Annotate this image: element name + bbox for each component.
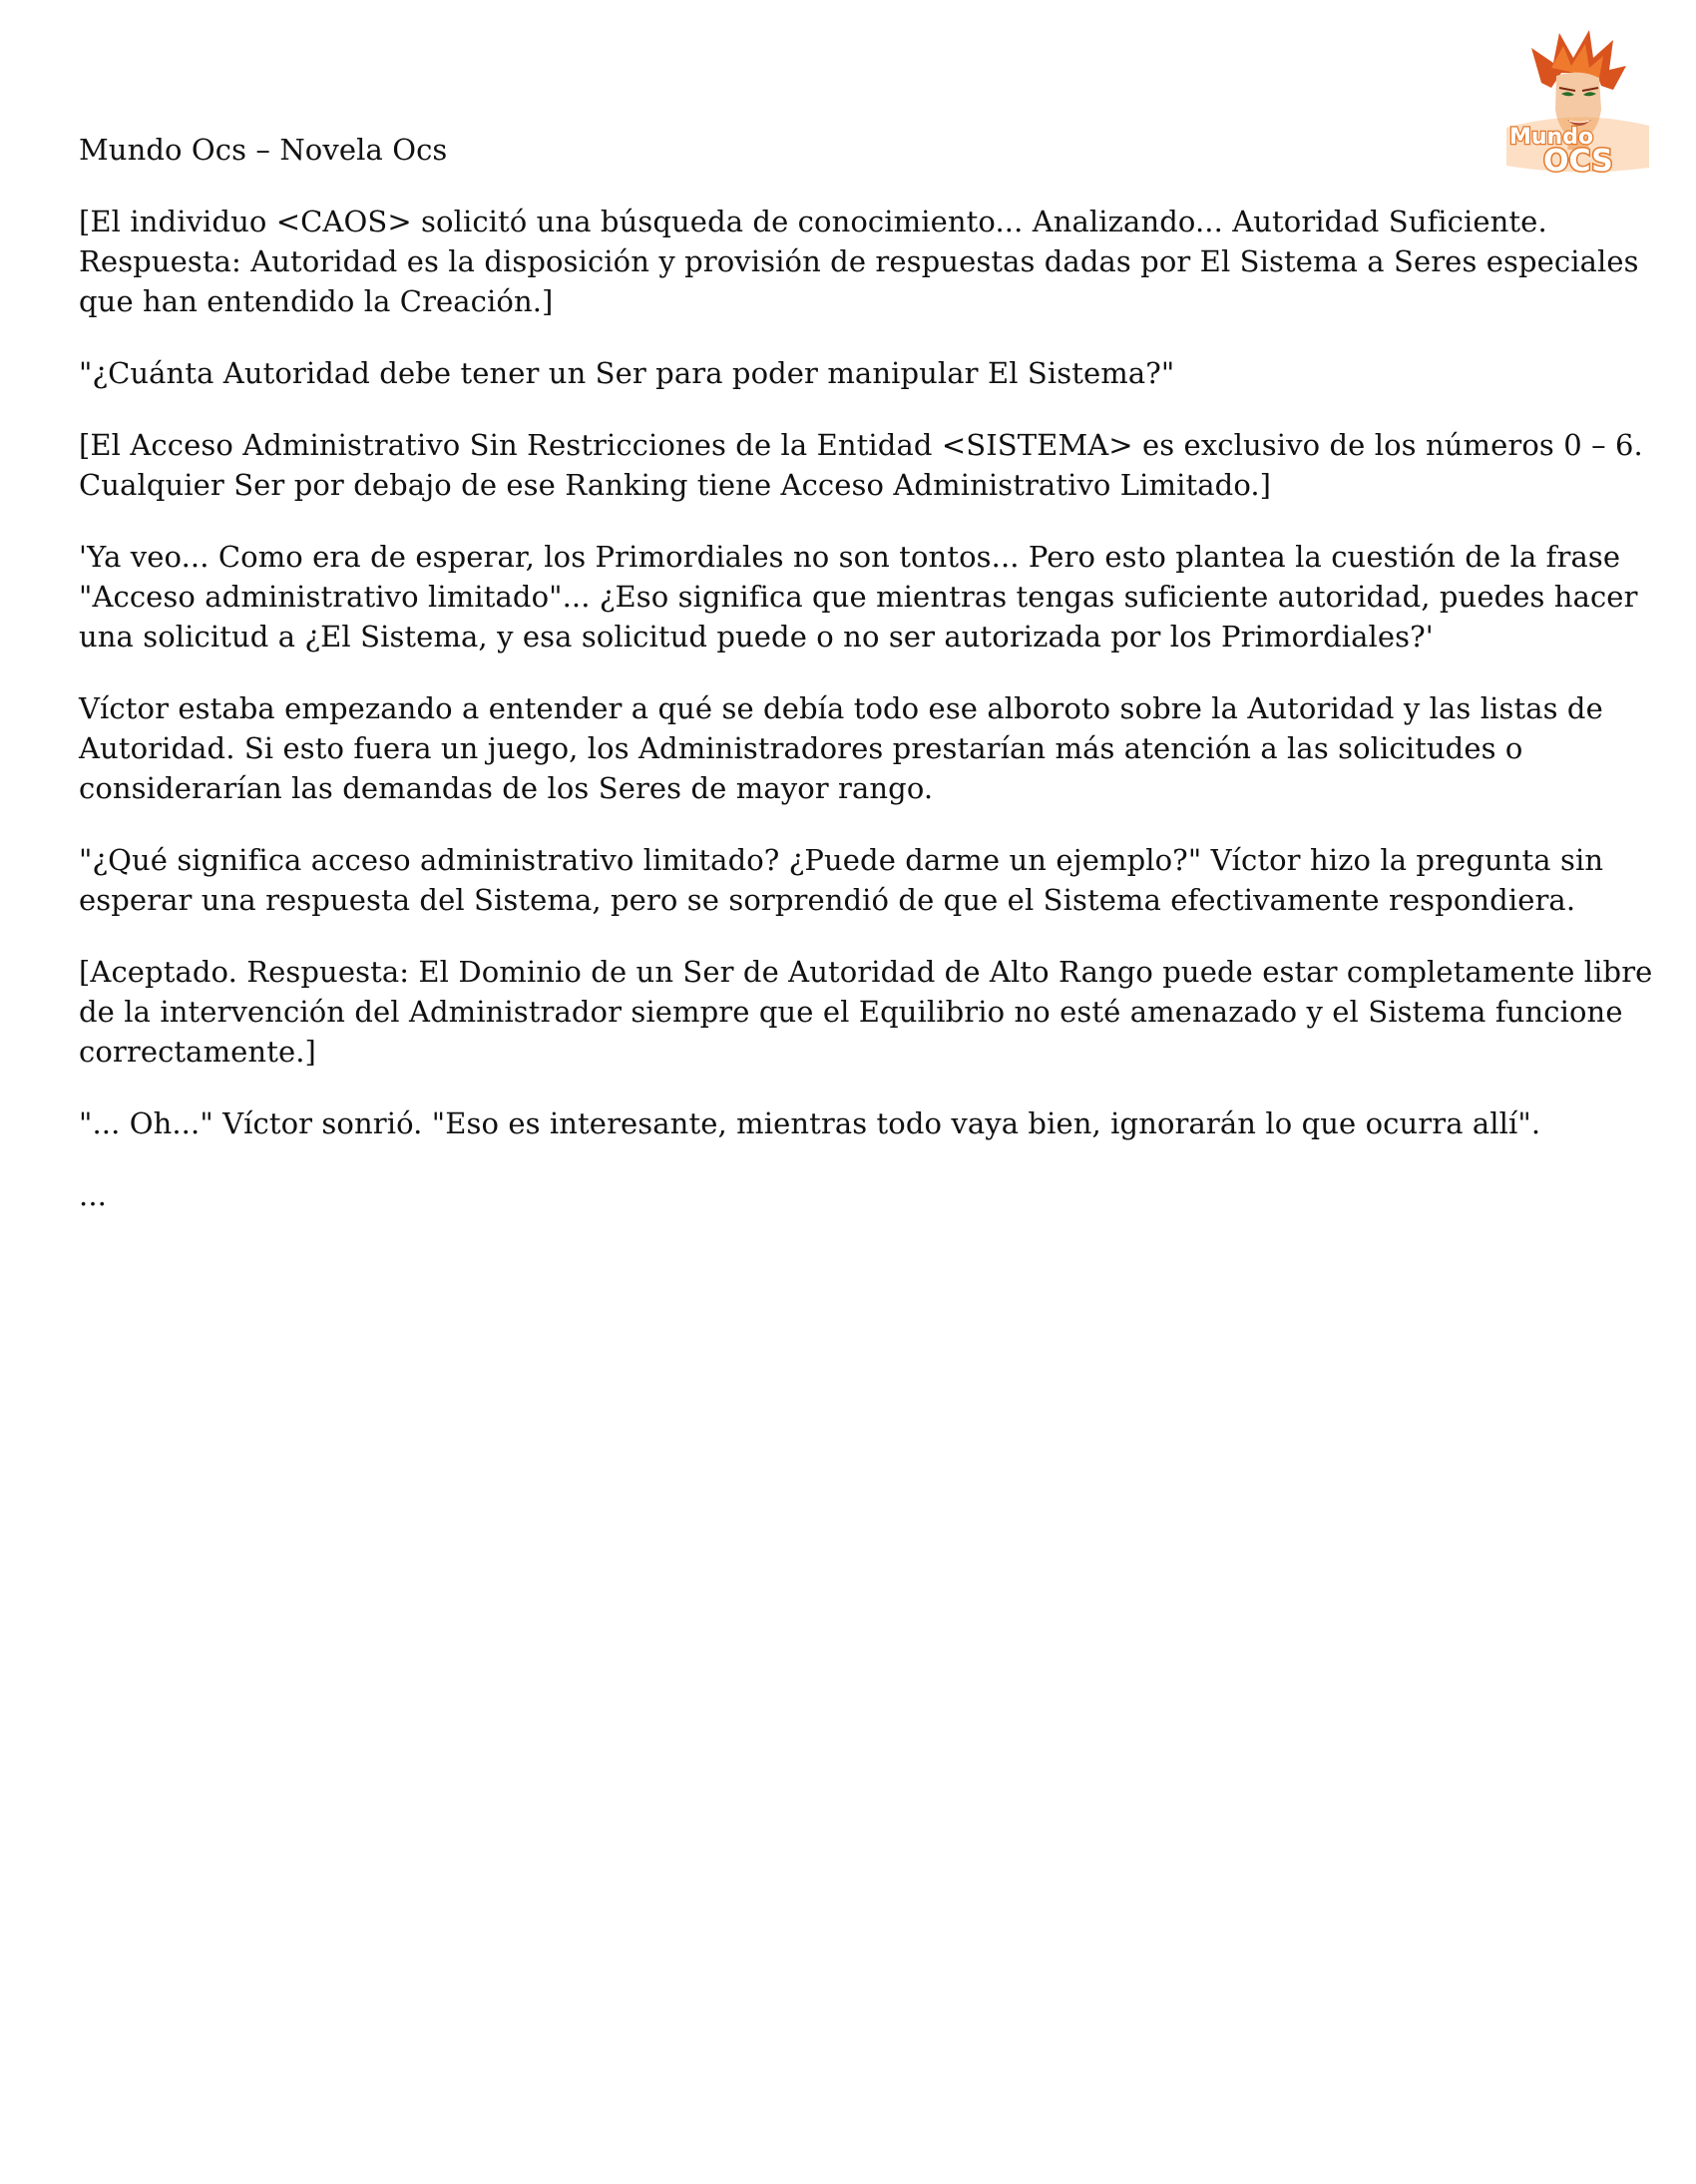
paragraph-system-definition: [El individuo <CAOS> solicitó una búsqueda de conocimiento... Analizando... Autoridad Suficiente. Respuesta: Autoridad es la disposición y provisión de respuestas dadas por El Sistema a Seres especiales que han entendido la Creación.] <box>79 205 1639 318</box>
paragraph-question-authority: "¿Cuánta Autoridad debe tener un Ser para poder manipular El Sistema?" <box>79 356 1175 390</box>
svg-text:Mundo: Mundo <box>1509 125 1594 150</box>
paragraph-ellipsis: ... <box>79 1178 107 1212</box>
paragraph-victor-smile: "... Oh..." Víctor sonrió. "Eso es interesante, mientras todo vaya bien, ignorarán lo que ocurra allí". <box>79 1106 1541 1140</box>
paragraph-admin-access: [El Acceso Administrativo Sin Restricciones de la Entidad <SISTEMA> es exclusivo de los números 0 – 6. Cualquier Ser por debajo de ese Ranking tiene Acceso Administrativo Limitado.] <box>79 428 1643 502</box>
svg-text:OCS: OCS <box>1543 144 1613 178</box>
paragraph-victor-understanding: Víctor estaba empezando a entender a qué se debía todo ese alboroto sobre la Autoridad y las listas de Autoridad. Si esto fuera un juego, los Administradores prestarían más atención a las solicitudes o considerarían las demandas de los Seres de mayor rango. <box>79 691 1603 805</box>
document-body <box>79 130 1665 1247</box>
paragraph-victor-question: "¿Qué significa acceso administrativo limitado? ¿Puede darme un ejemplo?" Víctor hizo la pregunta sin esperar una respuesta del Sistema, pero se sorprendió de que el Sistema efectivamente respondiera. <box>79 843 1604 917</box>
document-header-title: Mundo Ocs – Novela Ocs <box>79 133 448 167</box>
paragraph-victor-thought: 'Ya veo... Como era de esperar, los Primordiales no son tontos... Pero esto plantea la cuestión de la frase "Acceso administrativo limitado"... ¿Eso significa que mientras tengas suficiente autoridad, puedes hacer una solicitud a ¿El Sistema, y esa solicitud puede o no ser autorizada por los Primordiales?' <box>79 540 1638 654</box>
paragraph-system-answer: [Aceptado. Respuesta: El Dominio de un Ser de Autoridad de Alto Rango puede estar completamente libre de la intervención del Administrador siempre que el Equilibrio no esté amenazado y el Sistema funcione correctamente.] <box>79 955 1653 1069</box>
